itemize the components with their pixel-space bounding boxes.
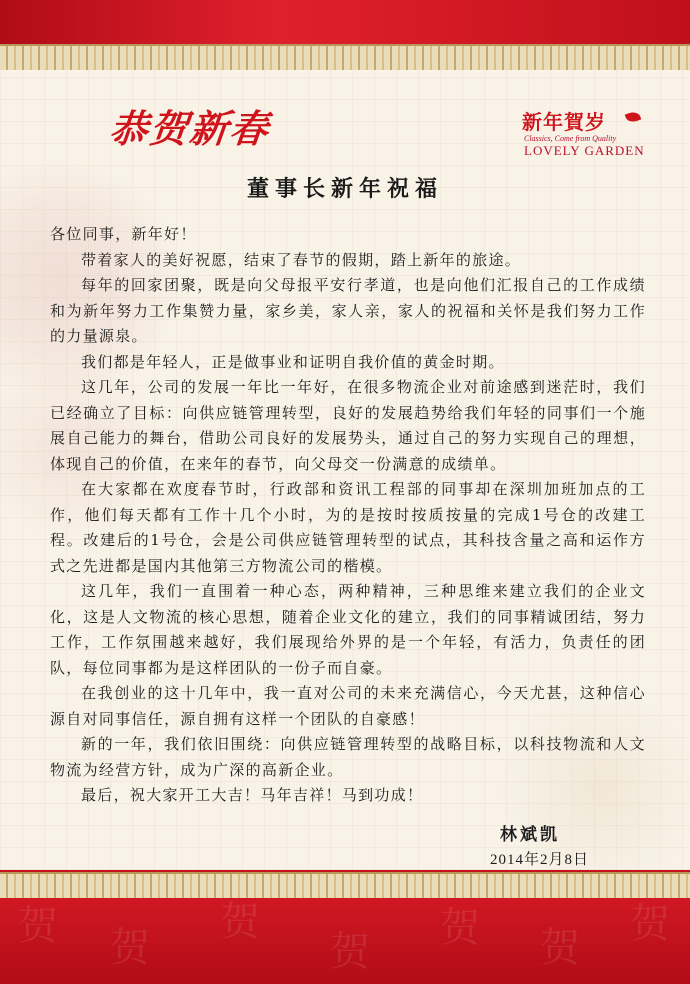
background-pattern-char: 贺 [330,929,370,975]
paragraph: 在我创业的这十几年中，我一直对公司的未来充满信心，今天尤甚，这种信心源自对同事信任，源自拥有这样一个团队的自豪感！ [50,684,646,728]
paragraph: 我们都是年轻人，正是做事业和证明自我价值的黄金时期。 [81,352,505,371]
background-pattern-char: 贺 [220,899,260,945]
signature: 林斌凯 [500,825,560,845]
letter-title: 董事长新年祝福 [246,176,443,202]
greeting-calligraphy: 恭贺新春 [107,106,273,151]
background-pattern-char: 贺 [540,925,580,971]
logo-name: LOVELY GARDEN [524,143,645,158]
background-pattern-char: 贺 [110,925,150,971]
salutation: 各位同事，新年好！ [50,225,197,243]
bottom-ornamental-border [0,872,690,900]
paragraph: 这几年，我们一直围着一种心态，两种精神，三种思维来建立我们的企业文化，这是人文物流的核心思想，随着企业文化的建立，我们的同事精诚团结，努力工作，工作氛围越来越好，我们展现给外界的是一个年轻，有活力，负责任的团队，每位同事都为是这样团队的一份子而自豪。 [50,582,646,677]
logo-main-text: 新年賀岁 [522,110,606,134]
brand-logo [522,106,646,158]
paragraph: 每年的回家团聚，既是向父母报平安行孝道，也是向他们汇报自己的工作成绩和为新年努力工作集赞力量，家乡美，家人亲，家人的祝福和关怀是我们努力工作的力量源泉。 [50,276,646,345]
letter-body [50,222,646,809]
background-pattern-char: 贺 [440,905,480,951]
leaf-icon [625,110,642,124]
paragraph: 新的一年，我们依旧围绕：向供应链管理转型的战略目标，以科技物流和人文物流为经营方针，成为广深的高新企业。 [50,735,646,779]
top-ornamental-border [0,44,690,72]
paragraph: 这几年，公司的发展一年比一年好，在很多物流企业对前途感到迷茫时，我们已经确立了目标：向供应链管理转型，良好的发展趋势给我们年轻的同事们一个施展自己能力的舞台，借助公司良好的发展势头，通过自己的努力实现自己的理想，体现自己的价值，在来年的春节，向父母交一份满意的成绩单。 [50,378,646,473]
paragraph: 最后，祝大家开工大吉！马年吉祥！马到功成！ [81,786,424,804]
background-pattern-char: 贺 [18,903,58,949]
paragraph: 在大家都在欢度春节时，行政部和资讯工程部的同事却在深圳加班加点的工作，他们每天都有工作十几个小时，为的是按时按质按量的完成1号仓的改建工程。改建后的1号仓，会是公司供应链管理转型的试点，其科技含量之高和运作方式之先进都是国内其他第三方物流公司的楷模。 [50,480,646,575]
logo-tagline: Classics, Come from Quality [524,134,617,143]
background-pattern-char: 贺 [630,901,670,947]
bottom-red-band [0,898,690,984]
paragraph: 带着家人的美好祝愿，结束了春节的假期，踏上新年的旅途。 [81,250,522,269]
top-red-band [0,0,690,44]
letter-date: 2014年2月8日 [490,852,590,868]
